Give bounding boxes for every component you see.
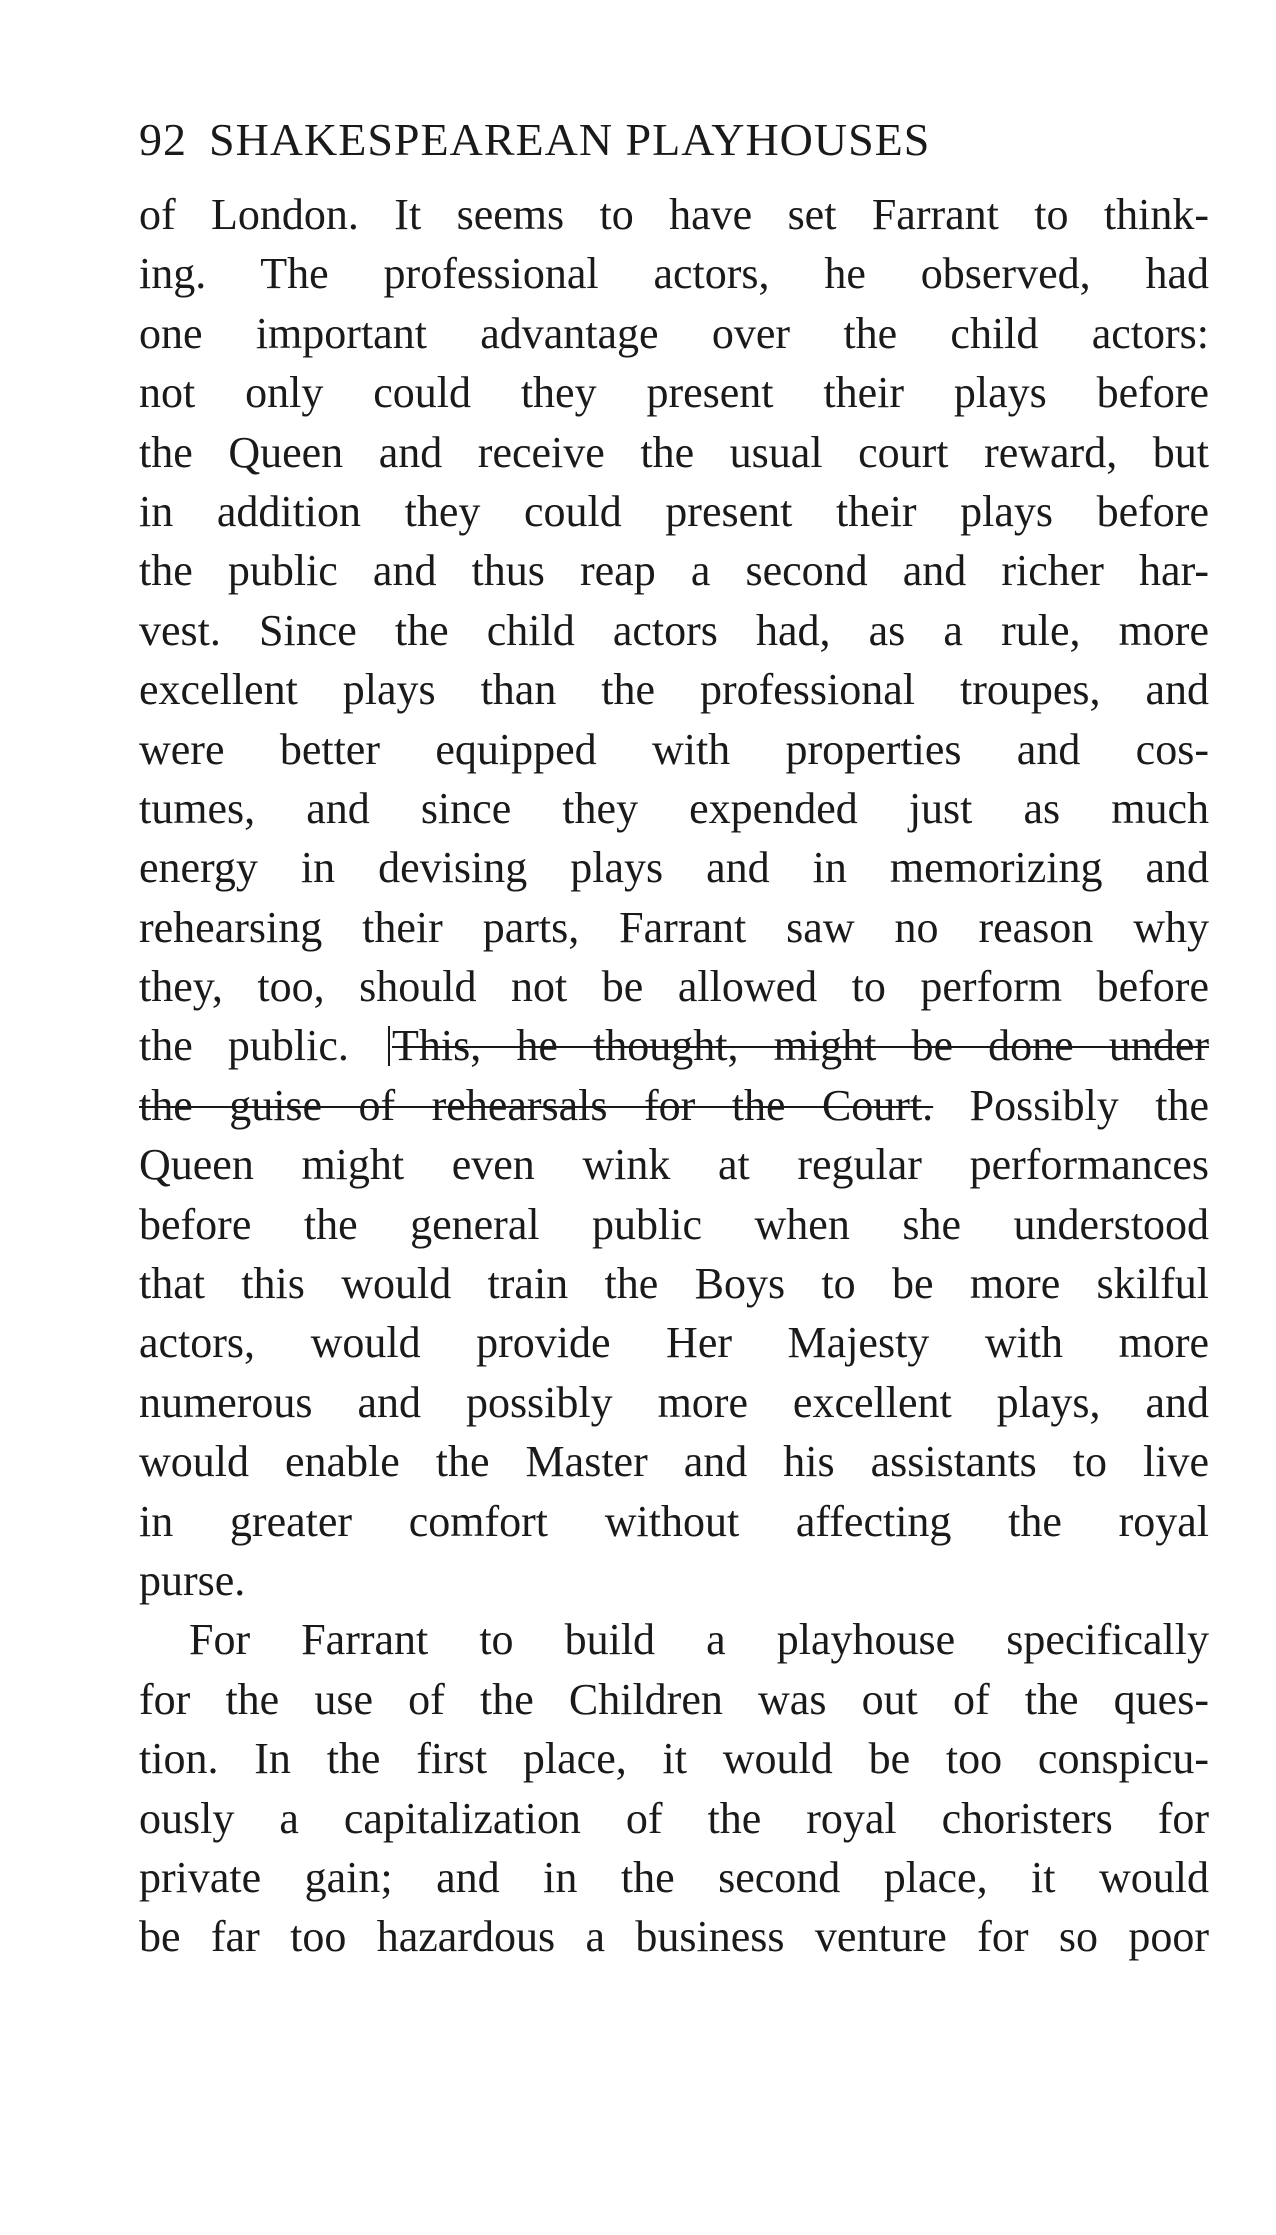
text-line: For Farrant to build a playhouse specifically [189, 1615, 1209, 1665]
text-line: that this would train the Boys to be more skilful [139, 1259, 1209, 1309]
text-line: were better equipped with properties and cos- [139, 724, 1209, 774]
text-line: would enable the Master and his assistants to live [139, 1437, 1209, 1487]
page-number: 92 [139, 114, 187, 165]
paragraph-2 [139, 1610, 1209, 1966]
text-line-with-strikethrough [139, 1076, 1209, 1135]
running-title: SHAKESPEAREAN PLAYHOUSES [209, 114, 931, 165]
text-segment: the public. [139, 1021, 349, 1071]
text-line: ing. The professional actors, he observed, had [139, 249, 1209, 299]
text-line: purse. [139, 1555, 246, 1605]
text-line: not only could they present their plays before [139, 368, 1209, 418]
running-head [139, 105, 1209, 175]
text-line: in addition they could present their plays before [139, 486, 1209, 536]
text-line: the public and thus reap a second and richer har- [139, 546, 1209, 596]
text-line: excellent plays than the professional troupes, and [139, 665, 1209, 715]
text-line: energy in devising plays and in memorizing and [139, 843, 1209, 893]
struck-text: the guise of rehearsals for the Court. [139, 1080, 934, 1130]
text-line: rehearsing their parts, Farrant saw no reason why [139, 902, 1209, 952]
text-line: the Queen and receive the usual court reward, but [139, 427, 1209, 477]
insertion-mark [388, 1026, 390, 1066]
text-line: they, too, should not be allowed to perform before [139, 962, 1209, 1012]
text-line: of London. It seems to have set Farrant to think- [139, 190, 1209, 239]
text-segment: Possibly the [969, 1080, 1209, 1130]
book-page [139, 105, 1209, 1967]
text-line: in greater comfort without affecting the royal [139, 1496, 1209, 1546]
text-line: be far too hazardous a business venture for so poor [139, 1912, 1209, 1962]
text-line: actors, would provide Her Majesty with more [139, 1318, 1209, 1368]
text-line: one important advantage over the child actors: [139, 308, 1209, 358]
text-line: ously a capitalization of the royal choristers for [139, 1793, 1209, 1843]
text-line: tumes, and since they expended just as much [139, 783, 1209, 833]
text-line-with-strikethrough [139, 1016, 1209, 1075]
text-line: before the general public when she understood [139, 1199, 1209, 1249]
text-line: tion. In the first place, it would be too conspicu- [139, 1734, 1209, 1784]
paragraph-1 [139, 185, 1209, 1610]
text-line: for the use of the Children was out of the ques- [139, 1674, 1209, 1724]
struck-text: This, he thought, might be done under [392, 1021, 1210, 1071]
text-line: vest. Since the child actors had, as a rule, more [139, 605, 1209, 655]
text-line: private gain; and in the second place, it would [139, 1852, 1209, 1902]
text-line: numerous and possibly more excellent plays, and [139, 1377, 1209, 1427]
text-line: Queen might even wink at regular performances [139, 1140, 1209, 1190]
